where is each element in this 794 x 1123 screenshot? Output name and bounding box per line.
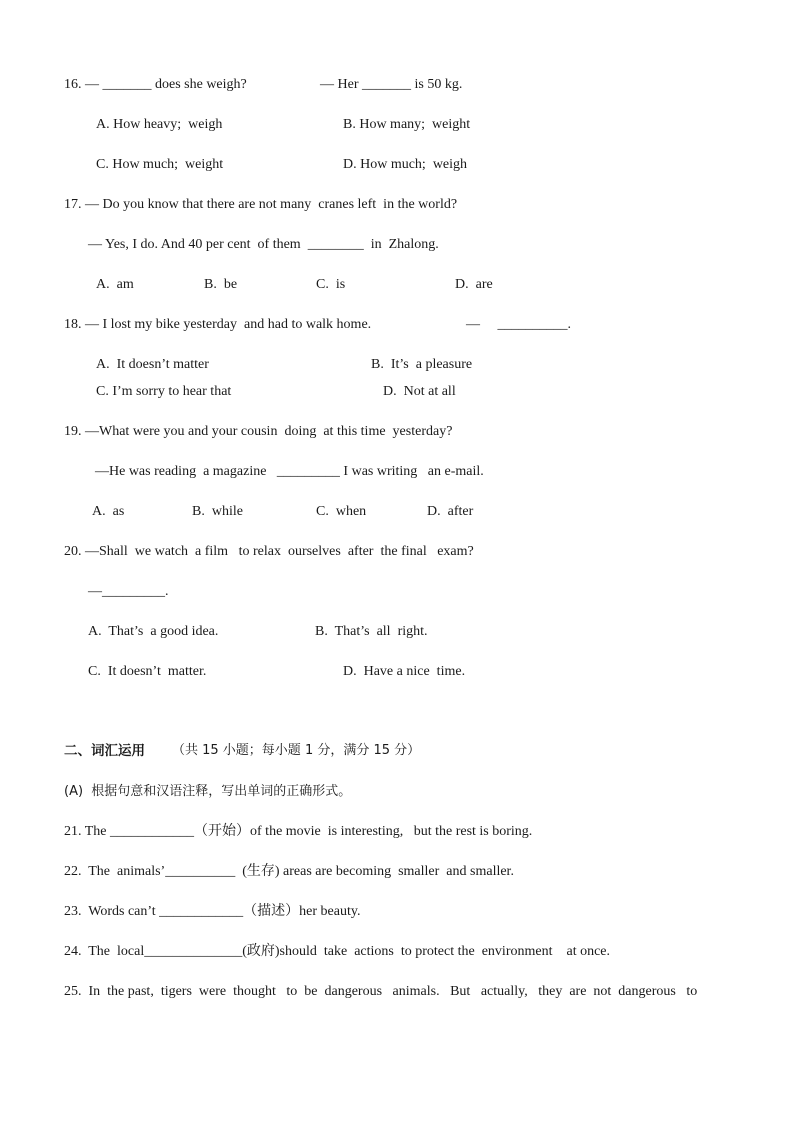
section-note: （共 15 小题；每小题 1 分，满分 15 分） — [172, 743, 421, 758]
q20-option-a: A. That’s a good idea. — [88, 624, 219, 639]
q20-option-d: D. Have a nice time. — [343, 664, 466, 679]
vocab-item-25: 25. In the past, tigers were thought to be dangerous animals. But actually, they are not dangerous to — [64, 984, 698, 999]
q19-stem: 19. —What were you and your cousin doing at this time yesterday? — [64, 424, 453, 439]
vocab-item-23: 23. Words can’t ____________（描述）her beauty. — [64, 904, 361, 919]
q17-reply: — Yes, I do. And 40 per cent of them ________ in Zhalong. — [88, 237, 439, 252]
vocab-item-24: 24. The local______________(政府)should take actions to protect the environment at once. — [64, 944, 611, 959]
q18-reply: — __________. — [466, 317, 571, 332]
q20-stem: 20. —Shall we watch a film to relax ourselves after the final exam? — [64, 544, 474, 559]
part-a-instruction: (A) 根据句意和汉语注释，写出单词的正确形式。 — [64, 784, 352, 799]
q16-reply: — Her _______ is 50 kg. — [320, 77, 463, 92]
q20-option-c: C. It doesn’t matter. — [88, 664, 207, 679]
vocab-item-21: 21. The ____________（开始）of the movie is interesting, but the rest is boring. — [64, 824, 533, 839]
q20-option-b: B. That’s all right. — [315, 624, 428, 639]
q17-option-c: C. is — [316, 277, 346, 292]
q20-reply: —_________. — [88, 584, 169, 599]
q18-option-d: D. Not at all — [383, 384, 456, 399]
q17-option-b: B. be — [204, 277, 238, 292]
q18-option-a: A. It doesn’t matter — [96, 357, 209, 372]
q18-option-c: C. I’m sorry to hear that — [96, 384, 232, 399]
q19-option-b: B. while — [192, 504, 243, 519]
q19-option-a: A. as — [92, 504, 125, 519]
q16-stem: 16. — _______ does she weigh? — [64, 77, 247, 92]
q17-option-d: D. are — [455, 277, 493, 292]
q18-option-b: B. It’s a pleasure — [371, 357, 473, 372]
q16-option-d: D. How much; weigh — [343, 157, 468, 172]
q17-option-a: A. am — [96, 277, 134, 292]
q19-reply: —He was reading a magazine _________ I was writing an e-mail. — [95, 464, 484, 479]
q18-stem: 18. — I lost my bike yesterday and had to walk home. — [64, 317, 372, 332]
vocab-item-22: 22. The animals’__________ (生存) areas are becoming smaller and smaller. — [64, 864, 514, 879]
q16-option-a: A. How heavy; weigh — [96, 117, 223, 132]
q19-option-c: C. when — [316, 504, 367, 519]
q16-option-b: B. How many; weight — [343, 117, 471, 132]
q17-stem: 17. — Do you know that there are not many cranes left in the world? — [64, 197, 458, 212]
q16-option-c: C. How much; weight — [96, 157, 224, 172]
section-title: 二、词汇运用 — [64, 743, 145, 759]
q19-option-d: D. after — [427, 504, 474, 519]
